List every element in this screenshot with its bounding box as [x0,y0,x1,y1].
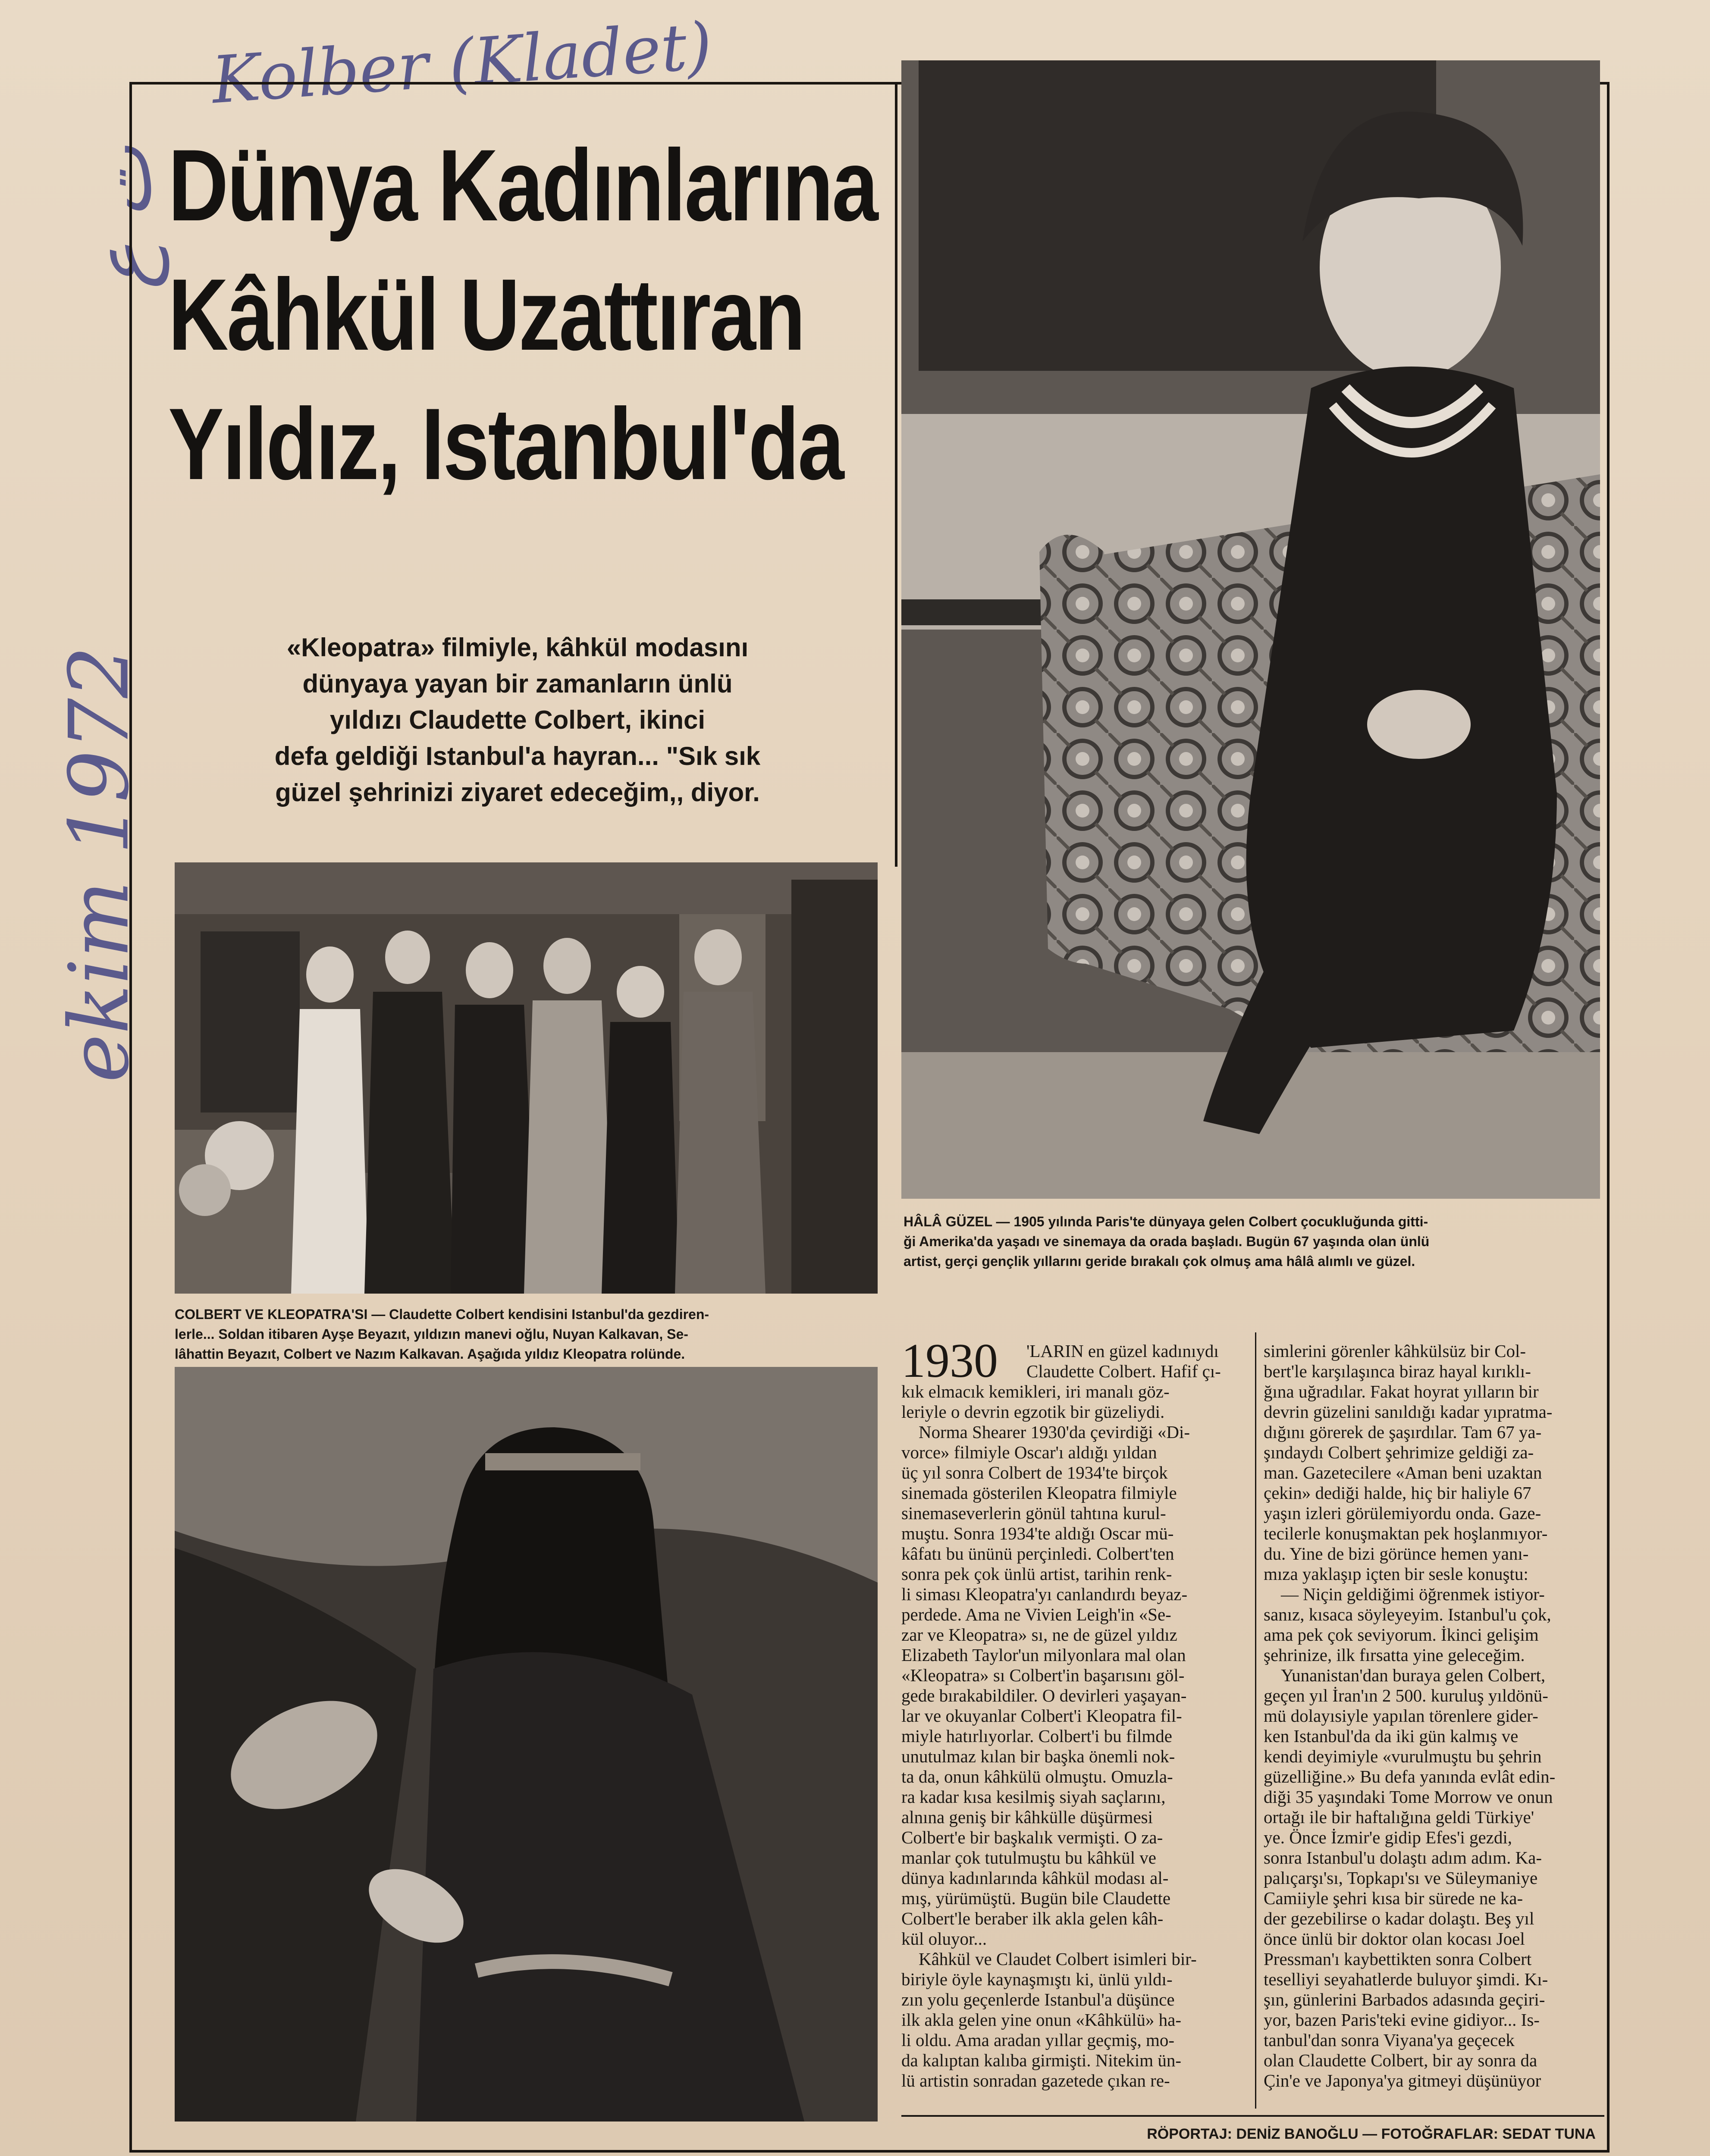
column-line: ilk akla gelen yine onun «Kâhkülü» ha- [901,2010,1181,2030]
kleopatra-still-photo [175,1367,878,2122]
column-line: kâfatı bu ününü perçinledi. Colbert'ten [901,1544,1174,1564]
portrait-photo [901,60,1600,1199]
headline-line-3: Yıldız, Istanbul'da [168,387,843,501]
column-line: zar ve Kleopatra» sı, ne de güzel yıldız [901,1625,1177,1645]
column-line: üç yıl sonra Colbert de 1934'te birçok [901,1463,1168,1482]
column-line: Çin'e ve Japonya'ya gitmeyi düşünüyor [1264,2071,1541,2090]
column-line: ğına uğradılar. Fakat hoyrat yılların bir [1264,1382,1539,1401]
column-line: güzelliğine.» Bu defa yanında evlât edin- [1264,1767,1556,1786]
deck-line: dünyaya yayan bir zamanların ünlü [302,669,733,698]
column-line: şındaydı Colbert şehrimize geldiği za- [1264,1442,1534,1462]
column-line: zın yolu geçenlerde Istanbul'a düşünce [901,1990,1175,2009]
column-line: sonra pek çok ünlü artist, tarihin renk- [901,1564,1172,1584]
caption-line: lâhattin Beyazıt, Colbert ve Nazım Kalkavan. Aşağıda yıldız Kleopatra rolünde. [175,1346,685,1362]
column-line: şın, günlerini Barbados adasında geçiri- [1264,1990,1545,2009]
column-rule-center [895,82,897,867]
column-line: simlerini görenler kâhkülsüz bir Col- [1264,1341,1526,1361]
handwritten-top-note: Kolber (Kladet) [209,8,715,119]
headline-line-2: Kâhkül Uzattıran [168,258,804,372]
kleopatra-illustration [175,1367,878,2122]
column-line: çekin» dediği halde, hiç bir haliyle 67 [1264,1483,1531,1503]
group-photo [175,862,878,1294]
column-line: geçen yıl İran'ın 2 500. kuruluş yıldönü- [1264,1686,1548,1705]
column-line: Elizabeth Taylor'un milyonlara mal olan [901,1645,1186,1665]
column-line: yor, bazen Paris'teki evine gidiyor... Is- [1264,2010,1540,2030]
column-line: tanbul'dan sonra Viyana'ya geçecek [1264,2030,1515,2050]
group-caption [175,1304,878,1364]
column-line: der gezebilirse o kadar dolaştı. Beş yıl [1264,1908,1534,1928]
column-line: Kâhkül ve Claudet Colbert isimleri bir- [919,1949,1197,1969]
column-line: — Niçin geldiğimi öğrenmek istiyor- [1281,1584,1545,1604]
portrait-illustration [901,60,1600,1199]
column-line: olan Claudette Colbert, bir ay sonra da [1264,2050,1537,2070]
column-line: dığını görerek de şaşırdılar. Tam 67 ya- [1264,1422,1542,1442]
column-line: Yunanistan'dan buraya gelen Colbert, [1281,1665,1546,1685]
column-line: manlar çok tutulmuştu bu kâhkül ve [901,1848,1156,1868]
photo-credits: RÖPORTAJ: DENİZ BANOĞLU — FOTOĞRAFLAR: SEDAT TUNA [1147,2126,1596,2142]
deck-line: defa geldiği Istanbul'a hayran... "Sık sık [274,742,761,771]
column-line: leriyle o devrin egzotik bir güzeliydi. [901,1402,1165,1422]
column-line: biriyle öyle kaynaşmıştı ki, ünlü yıldı- [901,1969,1173,1989]
column-line: ama pek çok seviyorum. İkinci gelişim [1264,1625,1539,1645]
column-line: man. Gazetecilere «Aman beni uzaktan [1264,1463,1542,1482]
column-line: Claudette Colbert. Hafif çı- [1026,1361,1221,1381]
column-line: li oldu. Ama aradan yıllar geçmiş, mo- [901,2030,1175,2050]
headline-line-1: Dünya Kadınlarına [168,128,877,242]
column-line: sanız, kısaca söyleyeyim. Istanbul'u çok, [1264,1604,1551,1624]
column-line: sinemaseverlerin gönül tahtına kurul- [901,1503,1166,1523]
column-line: ra kadar kısa kesilmiş siyah saçlarını, [901,1787,1166,1807]
column-line: devrin güzelini sanıldığı kadar yıpratma- [1264,1402,1553,1422]
column-line: palıçarşı'sı, Topkapı'sı ve Süleymaniye [1264,1868,1538,1888]
column-line: dünya kadınlarında kâhkül modası al- [901,1868,1169,1888]
caption-line: ği Amerika'da yaşadı ve sinemaya da orada başladı. Bugün 67 yaşında olan ünlü [904,1234,1430,1249]
footer-rule [901,2115,1604,2117]
column-line: mıza yaklaşıp içten bir sesle konuştu: [1264,1564,1528,1584]
column-line: li siması Kleopatra'yı canlandırdı beyaz- [901,1584,1188,1604]
column-line: du. Yine de bizi görünce hemen yanı- [1264,1544,1529,1564]
column-line: Colbert'le beraber ilk akla gelen kâh- [901,1908,1164,1928]
column-line: «Kleopatra» sı Colbert'in başarısını göl- [901,1665,1185,1685]
column-line: muştu. Sonra 1934'te aldığı Oscar mü- [901,1523,1174,1543]
article-dropcap: 1930 [901,1334,998,1388]
deck-line: güzel şehrinizi ziyaret edeceğim,, diyor. [275,778,760,807]
column-line: Pressman'ı kaybettikten sonra Colbert [1264,1949,1532,1969]
column-line: ortağı ile bir haftalığına geldi Türkiye' [1264,1807,1534,1827]
column-line: sonra Istanbul'u dolaştı adım adım. Ka- [1264,1848,1542,1868]
column-line: şehrinize, ilk fırsatta yine geleceğim. [1264,1645,1525,1665]
column-line: lar ve okuyanlar Colbert'i Kleopatra fil- [901,1706,1182,1726]
headline [168,121,877,509]
column-line: perdede. Ama ne Vivien Leigh'in «Se- [901,1604,1171,1624]
column-line: diği 35 yaşındaki Tome Morrow ve onun [1264,1787,1553,1807]
column-line: mü dolayısiyle yapılan törenlere gider- [1264,1706,1538,1726]
column-rule-text [1255,1332,1256,2109]
column-line: mış, yürümüştü. Bugün bile Claudette [901,1888,1171,1908]
column-line: ye. Önce İzmir'e gidip Efes'i gezdi, [1264,1827,1512,1847]
column-line: önce ünlü bir doktor olan kocası Joel [1264,1929,1525,1949]
column-line: bert'le karşılaşınca biraz hayal kırıklı- [1264,1361,1531,1381]
deck-line: yıldızı Claudette Colbert, ikinci [329,705,706,734]
article-column-2 [1264,1341,1600,2091]
column-line: kendi deyimiyle «vurulmuştu bu şehrin [1264,1746,1542,1766]
deck-line: «Kleopatra» filmiyle, kâhkül modasını [286,633,749,662]
article-column-1 [901,1341,1246,2091]
column-line: Norma Shearer 1930'da çevirdiği «Di- [919,1422,1190,1442]
portrait-caption [904,1212,1598,1271]
column-line: gede bırakabildiler. O devirleri yaşayan- [901,1686,1187,1705]
caption-line: COLBERT VE KLEOPATRA'SI — Claudette Colbert kendisini Istanbul'da gezdiren- [175,1307,709,1322]
caption-line: lerle... Soldan itibaren Ayşe Beyazıt, yıldızın manevi oğlu, Nuyan Kalkavan, Se- [175,1326,688,1342]
deck-subheading [181,630,854,811]
column-line: yaşın izleri görülemiyordu onda. Gaze- [1264,1503,1541,1523]
column-line: miyle hatırlıyorlar. Colbert'i bu filmde [901,1726,1172,1746]
caption-line: artist, gerçi gençlik yıllarını geride bırakalı çok olmuş ama hâlâ alımlı ve güzel. [904,1253,1415,1269]
handwritten-side-mark: ت ع [78,145,169,290]
column-line: alnına geniş bir kâhkülle düşürmesi [901,1807,1153,1827]
column-line: Camiiyle şehri kısa bir sürede ne ka- [1264,1888,1523,1908]
column-line: 'LARIN en güzel kadınıydı [1026,1341,1219,1361]
handwritten-side-date: ekim 1972 [51,646,147,1083]
column-line: vorce» filmiyle Oscar'ı aldığı yıldan [901,1442,1157,1462]
column-line: kül oluyor... [901,1929,987,1949]
column-line: ken Istanbul'da da iki gün kalmış ve [1264,1726,1519,1746]
column-line: da kalıptan kalıba girmişti. Nitekim ün- [901,2050,1182,2070]
column-line: lü artistin sonradan gazetede çıkan re- [901,2071,1170,2090]
column-line: unutulmaz kılan bir başka önemli nok- [901,1746,1175,1766]
column-line: Colbert'e bir başkalık vermişti. O za- [901,1827,1163,1847]
caption-line: HÂLÂ GÜZEL — 1905 yılında Paris'te dünyaya gelen Colbert çocukluğunda gitti- [904,1214,1428,1229]
column-line: teselliyi seyahatlerde buluyor şimdi. Kı- [1264,1969,1548,1989]
column-line: tecilerle konuşmaktan pek hoşlanmıyor- [1264,1523,1548,1543]
column-line: sinemada gösterilen Kleopatra filmiyle [901,1483,1177,1503]
column-line: ta da, onun kâhkülü olmuştu. Omuzla- [901,1767,1173,1786]
column-line: kık elmacık kemikleri, iri manalı göz- [901,1382,1170,1401]
group-illustration [175,862,878,1294]
